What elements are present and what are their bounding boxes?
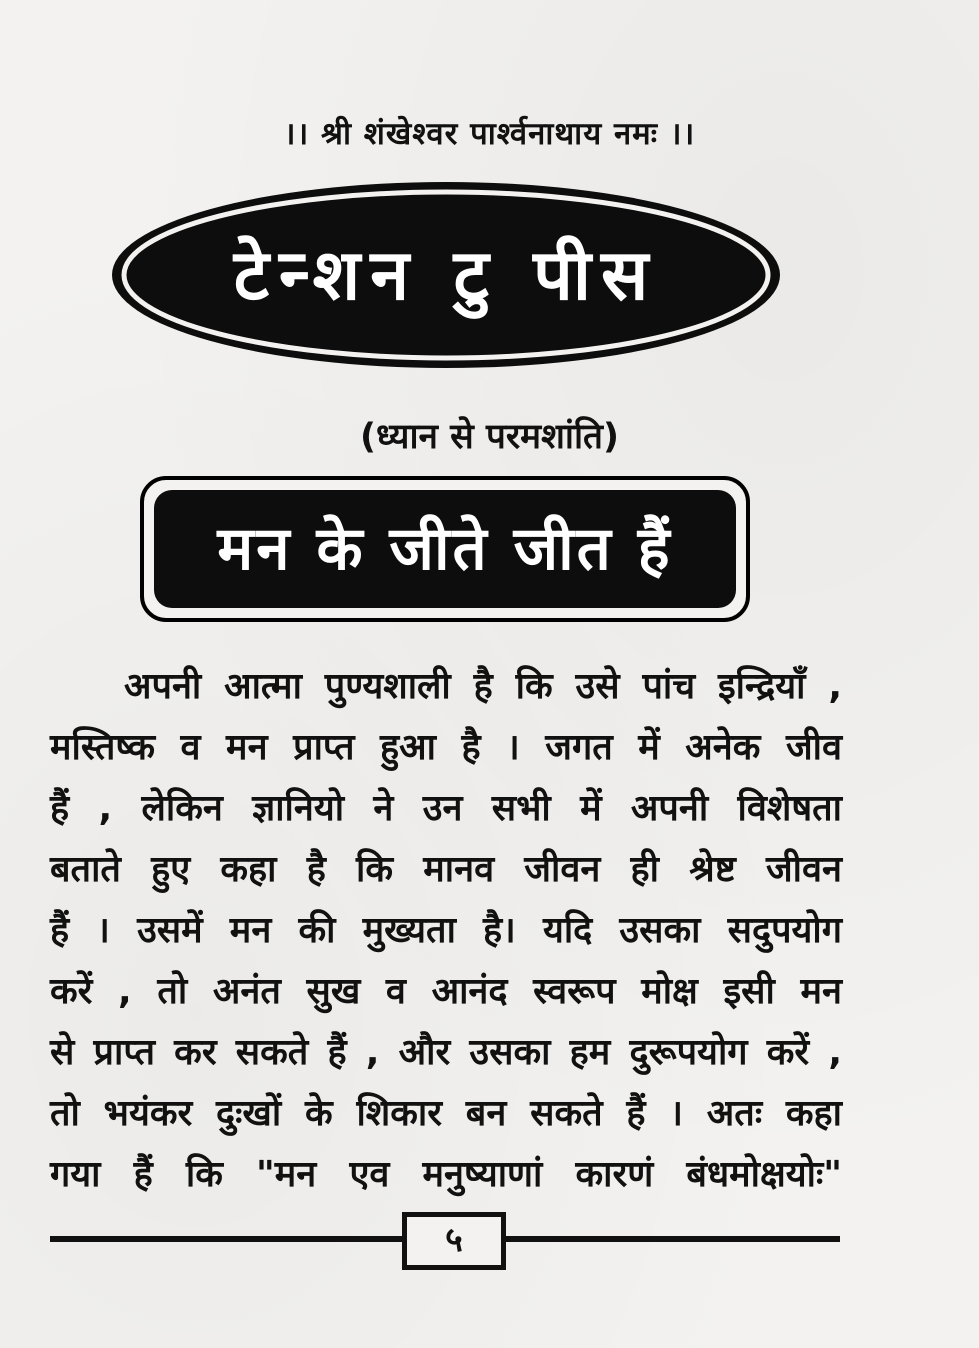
body-line: करें , तो अनंत सुख व आनंद स्वरूप मोक्ष इसी मन bbox=[50, 971, 842, 1012]
main-title-oval bbox=[108, 178, 784, 372]
body-line: से प्राप्त कर सकते हैं , और उसका हम दुरूपयोग करें , bbox=[50, 1032, 842, 1073]
chapter-title: मन के जीते जीत हैं bbox=[217, 514, 673, 584]
body-line: हैं , लेकिन ज्ञानियो ने उन सभी में अपनी विशेषता bbox=[50, 788, 842, 829]
chapter-title-inner bbox=[154, 490, 736, 608]
body-line: बताते हुए कहा है कि मानव जीवन ही श्रेष्ट जीवन bbox=[50, 849, 842, 890]
invocation-line: ।। श्री शंखेश्वर पार्श्वनाथाय नमः ।। bbox=[283, 116, 696, 152]
subtitle: (ध्यान से परमशांति) bbox=[360, 417, 619, 457]
main-title: टेन्शन टु पीस bbox=[233, 234, 659, 316]
body-line: तो भयंकर दुःखों के शिकार बन सकते हैं । अतः कहा bbox=[50, 1093, 842, 1134]
body-line: मस्तिष्क व मन प्राप्त हुआ है । जगत में अनेक जीव bbox=[50, 727, 842, 768]
body-line: हैं । उसमें मन की मुख्यता है। यदि उसका सदुपयोग bbox=[50, 910, 842, 951]
footer-rule-right bbox=[506, 1236, 840, 1242]
body-line: गया हैं कि "मन एव मनुष्याणां कारणं बंधमोक्षयोः" bbox=[50, 1154, 842, 1195]
footer-rule-left bbox=[50, 1236, 402, 1242]
body-paragraph bbox=[50, 656, 842, 1205]
page-footer bbox=[50, 1212, 840, 1272]
body-line: अपनी आत्मा पुण्यशाली है कि उसे पांच इन्द्रियाँ , bbox=[124, 666, 842, 707]
chapter-title-box bbox=[140, 476, 750, 622]
page-number: ५ bbox=[402, 1212, 506, 1270]
